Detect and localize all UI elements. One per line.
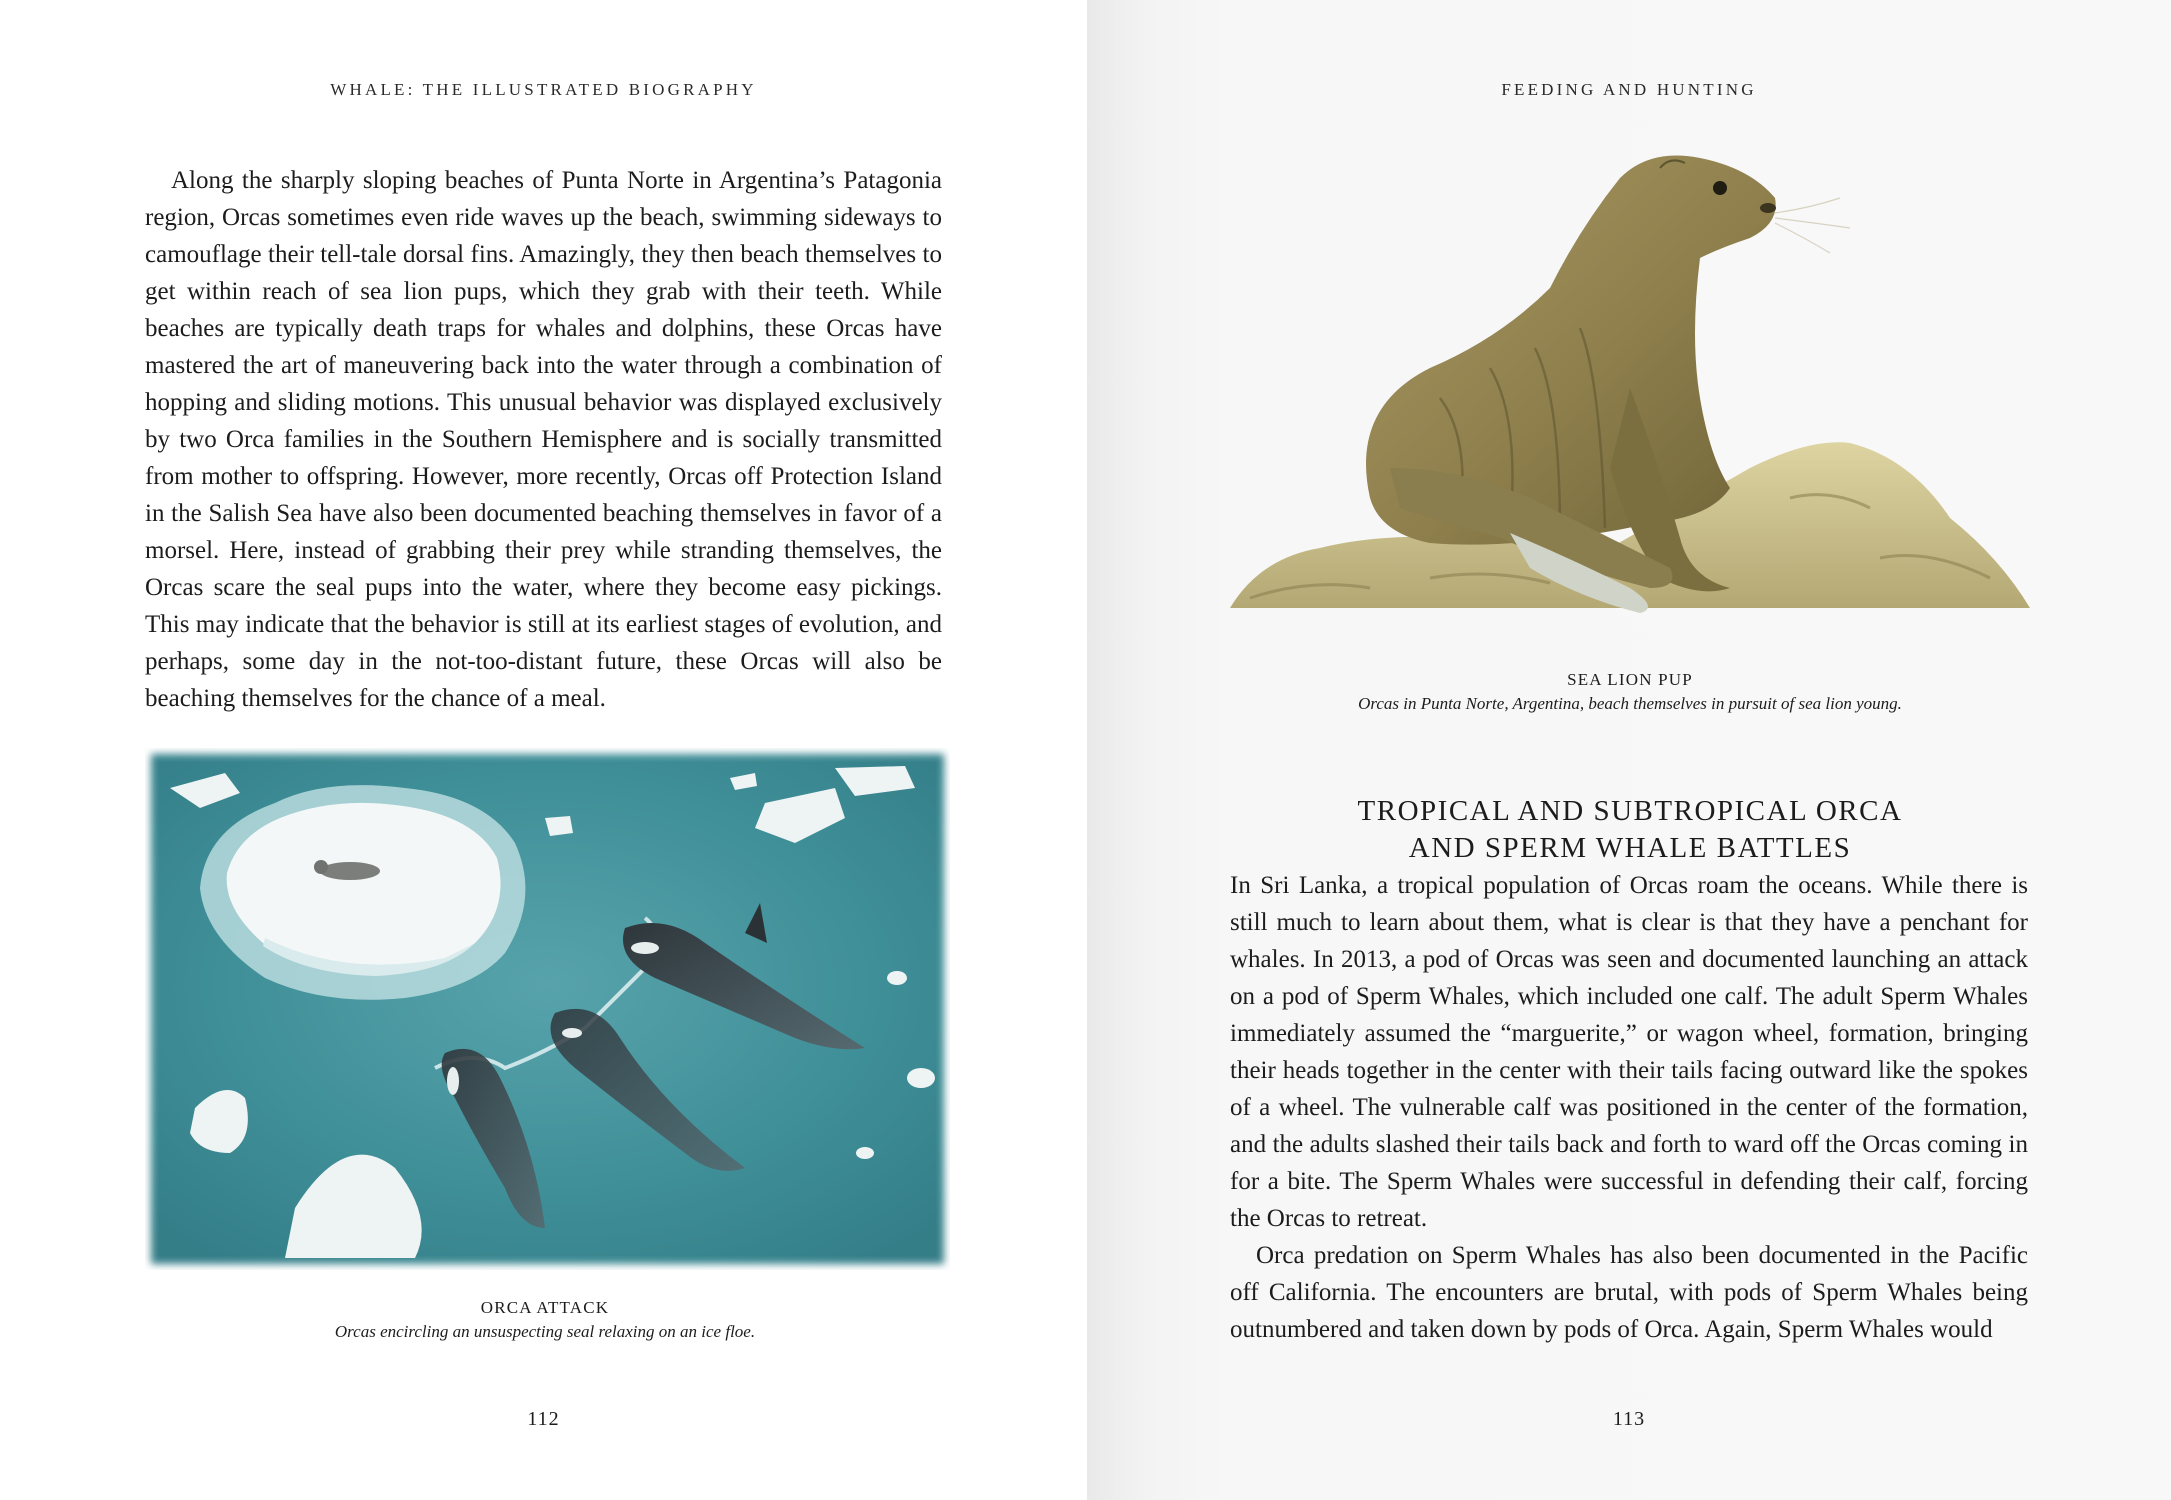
orca-attack-caption xyxy=(145,1298,945,1342)
page-number-left: 112 xyxy=(527,1408,560,1430)
sea-lion-pup-illustration xyxy=(1230,138,2030,628)
caption-text: Orcas encircling an unsuspecting seal relaxing on an ice floe. xyxy=(334,1322,756,1341)
page-number-right: 113 xyxy=(1612,1408,1646,1430)
right-paragraph-2: Orca predation on Sperm Whales has also been documented in the Pacific off California. The encounters are brutal, with pods of Sperm Whales being outnumbered and taken down by pods of Orca. Again, Sperm Whales would xyxy=(1230,1242,2028,1343)
section-heading xyxy=(1230,793,2030,867)
running-head-right: FEEDING AND HUNTING xyxy=(1501,80,1757,99)
section-heading-line1: TROPICAL AND SUBTROPICAL ORCA xyxy=(1357,795,1903,827)
left-paragraph: Along the sharply sloping beaches of Punta Norte in Argentina’s Patagonia region, Orcas sometimes even ride waves up the beach, swimming sideways to camouflage their tell-tale dorsal fins. Amazingly, they then beach themselves to get within reach of sea lion pups, which they grab with their teeth. While beaches are typically death traps for whales and dolphins, these Orcas have mastered the art of maneuvering back into the water through a combination of hopping and sliding motions. This unusual behavior was displayed exclusively by two Orca families in the Southern Hemisphere and is socially transmitted from mother to offspring. However, more recently, Orcas off Protection Island in the Salish Sea have also been documented beaching themselves in favor of a morsel. Here, instead of grabbing their prey while stranding themselves, the Orcas scare the seal pups into the water, where they become easy pickings. This may indicate that the behavior is still at its earliest stages of evolution, and perhaps, some day in the not-too-distant future, these Orcas will also be beaching themselves for the chance of a meal. xyxy=(145,167,942,712)
sea-lion-caption xyxy=(1230,670,2030,714)
running-head-left: WHALE: THE ILLUSTRATED BIOGRAPHY xyxy=(330,80,757,99)
caption-text: Orcas in Punta Norte, Argentina, beach themselves in pursuit of sea lion young. xyxy=(1358,694,1902,713)
caption-title: SEA LION PUP xyxy=(1567,670,1693,689)
left-body-text xyxy=(145,162,942,717)
right-paragraph-1: In Sri Lanka, a tropical population of Orcas roam the oceans. While there is still much to learn about them, what is clear is that they have a penchant for whales. In 2013, a pod of Orcas was seen and documented launching an attack on a pod of Sperm Whales, which included one calf. The adult Sperm Whales immediately assumed the “marguerite,” or wagon wheel, formation, bringing their heads together in the center with their tails facing outward like the spokes of a wheel. The vulnerable calf was positioned in the center of the formation, and the adults slashed their tails back and forth to ward off the Orcas coming in for a bite. The Sperm Whales were successful in defending their calf, forcing the Orcas to retreat. xyxy=(1230,872,2028,1232)
caption-title: ORCA ATTACK xyxy=(480,1298,610,1317)
section-heading-line2: AND SPERM WHALE BATTLES xyxy=(1408,832,1852,864)
right-body-text xyxy=(1230,867,2028,1348)
orca-attack-illustration xyxy=(145,748,950,1270)
